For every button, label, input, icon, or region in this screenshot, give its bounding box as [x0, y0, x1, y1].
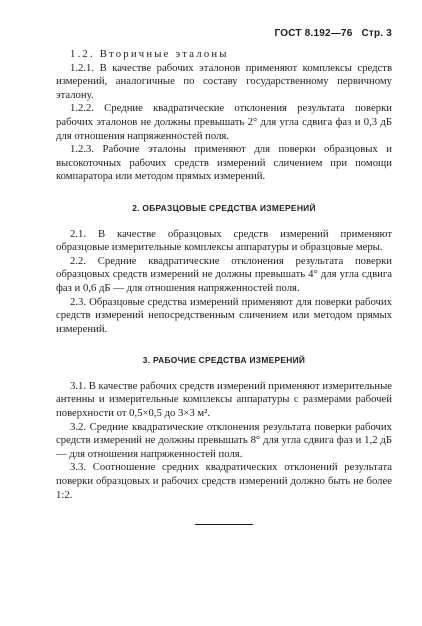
paragraph-3-3: 3.3. Соотношение средних квадратических отклонений результата поверки образцовых и рабочих средств измерений должно быть не более 1:2. [56, 461, 392, 501]
paragraph-2-3: 2.3. Образцовые средства измерений применяют для поверки рабочих средств измерений непосредственным сличением или методом прямых измерений. [56, 295, 392, 335]
standard-number: ГОСТ 8.192—76 [274, 28, 353, 39]
paragraph-3-2: 3.2. Средние квадратические отклонения результата поверки рабочих средств измерений не должны превышать 8° для угла сдвига фаз и 1,2 дБ — для отношения напряженностей поля. [56, 420, 392, 460]
section-title-reference-instruments: 2. ОБРАЗЦОВЫЕ СРЕДСТВА ИЗМЕРЕНИЙ [132, 202, 316, 213]
section-title-working-instruments: 3. РАБОЧИЕ СРЕДСТВА ИЗМЕРЕНИЙ [142, 355, 306, 366]
paragraph-2-1: 2.1. В качестве образцовых средств измерений применяют образцовые измерительные комплексы аппаратуры и образцовые меры. [56, 227, 392, 254]
paragraph-1-2-1: 1.2.1. В качестве рабочих эталонов применяют комплексы средств измерений, аналогичные по составу государственному первичному эталону. [56, 61, 392, 101]
end-divider [195, 524, 253, 525]
paragraph-3-1: 3.1. В качестве рабочих средств измерений применяют измерительные антенны и измерительные комплексы аппаратуры с размерами рабочей поверхности от 0,5×0,5 до 3×3 м². [56, 379, 392, 420]
paragraph-2-2: 2.2. Средние квадратические отклонения результата поверки образцовых средств измерений не должны превышать 4° для угла сдвига фаз и 0,6 дБ — для отношения напряженностей поля. [56, 254, 392, 294]
document-body [56, 48, 392, 525]
paragraph-1-2-3: 1.2.3. Рабочие эталоны применяют для поверки образцовых и высокоточных рабочих средств измерений сличением при помощи компаратора или методом прямых измерений. [56, 143, 392, 183]
page-header [275, 28, 392, 39]
subheading-secondary-standards: 1.2. Вторичные эталоны [70, 48, 229, 60]
page-number: Стр. 3 [361, 28, 392, 39]
paragraph-1-2-2: 1.2.2. Средние квадратические отклонения результата поверки рабочих эталонов не должны превышать 2° для угла сдвига фаз и 0,3 дБ для отношения напряженностей поля. [56, 102, 392, 142]
